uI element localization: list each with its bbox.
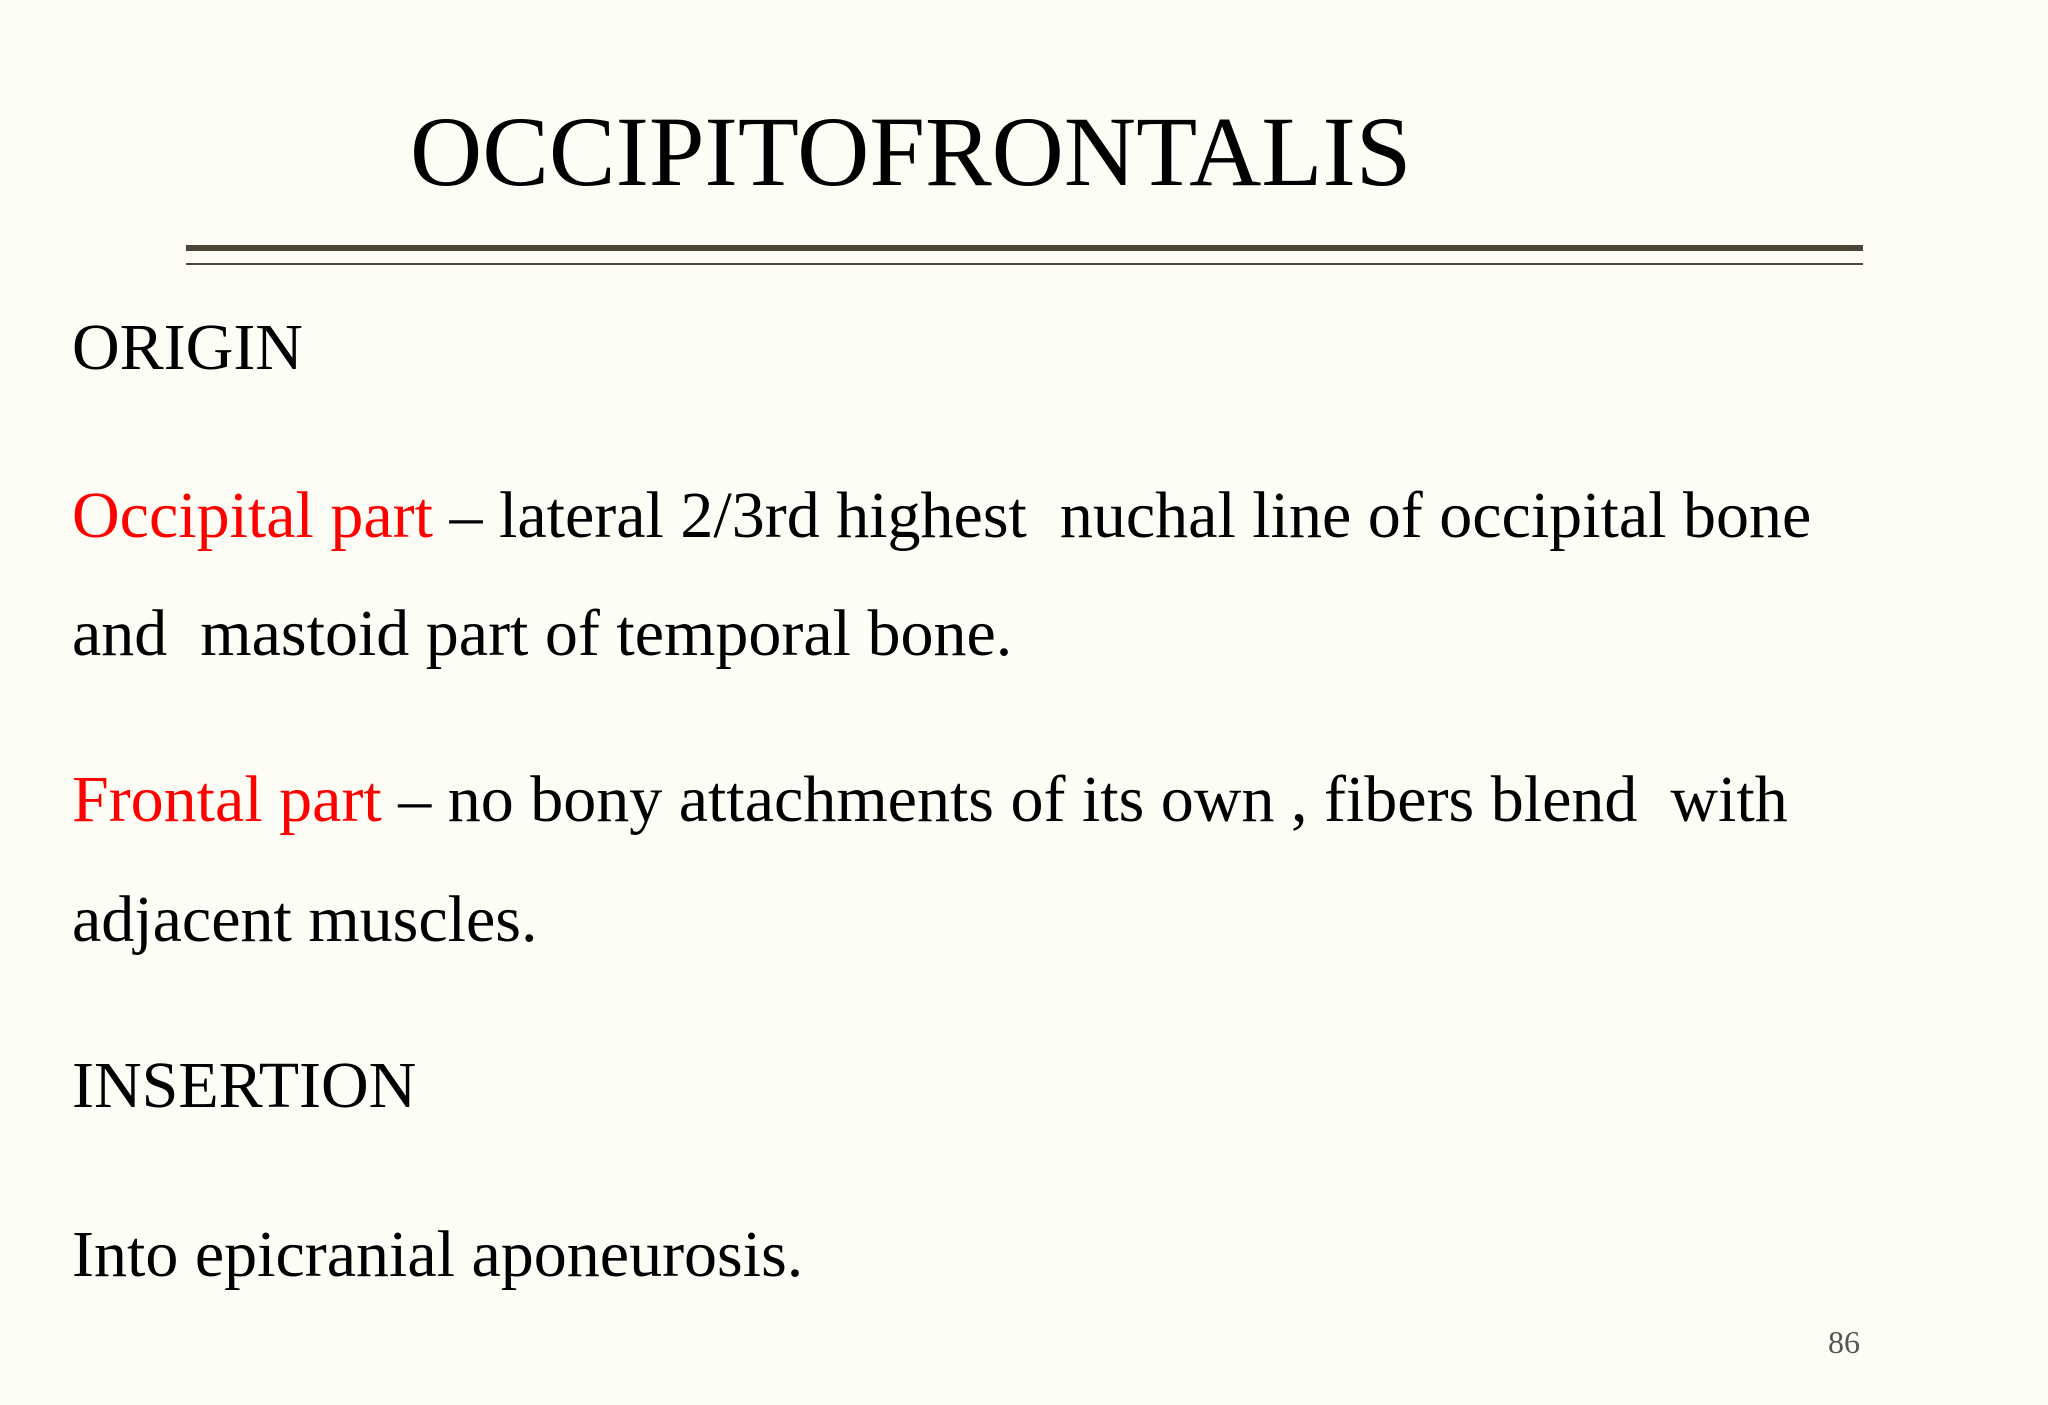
frontal-line-1 [72, 760, 1788, 840]
occipital-line-1 [72, 476, 1811, 556]
frontal-part-label: Frontal part [72, 763, 382, 836]
insertion-text: Into epicranial aponeurosis. [72, 1218, 804, 1291]
page-number: 86 [1828, 1324, 1860, 1360]
insertion-heading: INSERTION [72, 1049, 417, 1122]
title-divider-thin [186, 263, 1863, 265]
frontal-part-text: – no bony attachments of its own , fibers blend with [381, 763, 1788, 836]
occipital-part-label: Occipital part [72, 479, 434, 552]
frontal-line-2: adjacent muscles. [72, 883, 538, 956]
occipital-line-2: and mastoid part of temporal bone. [72, 597, 1013, 670]
slide-title: OCCIPITOFRONTALIS [410, 96, 1412, 207]
origin-heading: ORIGIN [72, 311, 303, 384]
occipital-part-text: – lateral 2/3rd highest nuchal line of occipital bone [433, 479, 1812, 552]
title-divider-thick [186, 245, 1863, 251]
